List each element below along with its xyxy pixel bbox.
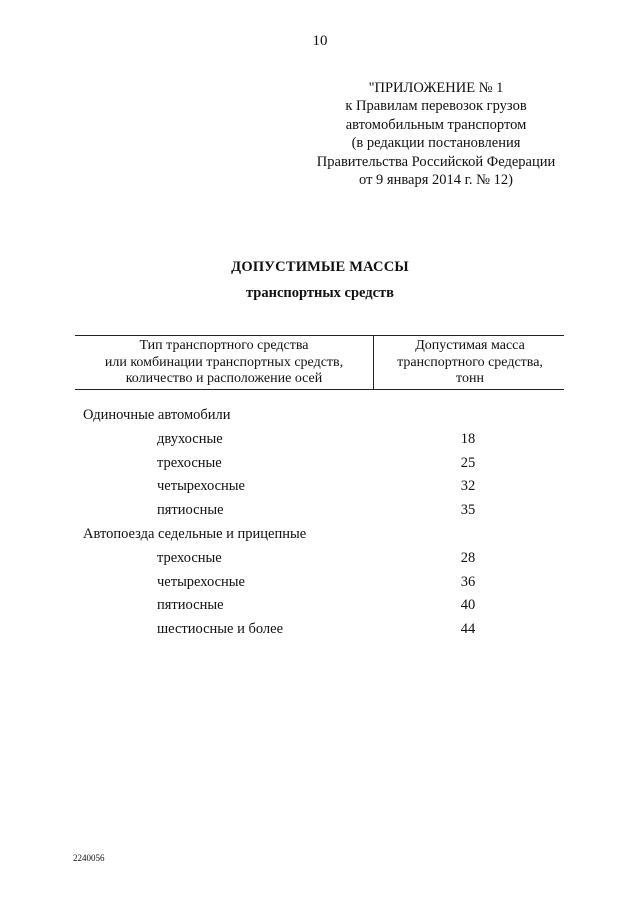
vehicle-axle-config: пятиосные [157, 597, 224, 614]
appendix-line: Правительства Российской Федерации [316, 153, 556, 170]
table-column-divider [373, 335, 374, 389]
table-row [0, 574, 640, 594]
vehicle-axle-config: двухосные [157, 430, 223, 447]
table-group-row [0, 407, 640, 427]
document-code: 2240056 [73, 853, 105, 863]
document-title: ДОПУСТИМЫЕ МАССЫ [231, 259, 409, 275]
header-line: Допустимая масса [415, 338, 525, 353]
mass-value: 35 [460, 502, 476, 519]
appendix-line: автомобильным транспортом [345, 116, 527, 133]
header-line: тонн [456, 371, 484, 386]
vehicle-axle-config: четырехосные [157, 573, 245, 590]
group-label: Автопоезда седельные и прицепные [83, 526, 307, 542]
appendix-line: к Правилам перевозок грузов [345, 98, 527, 115]
mass-value: 18 [460, 430, 476, 447]
group-label: Одиночные автомобили [83, 407, 231, 423]
header-line: Тип транспортного средства [139, 338, 309, 353]
header-line: или комбинации транспортных средств, [104, 354, 344, 370]
mass-value: 44 [460, 621, 476, 638]
vehicle-axle-config: шестиосные и более [157, 621, 284, 638]
table-row [0, 502, 640, 522]
document-subtitle: транспортных средств [245, 285, 395, 301]
mass-value: 32 [460, 478, 476, 495]
table-row [0, 478, 640, 498]
mass-value: 25 [460, 454, 476, 471]
header-line: транспортного средства, [397, 354, 543, 370]
vehicle-axle-config: четырехосные [157, 478, 245, 495]
vehicle-axle-config: трехосные [157, 549, 222, 566]
table-header-type [78, 338, 370, 388]
mass-value: 28 [460, 549, 476, 566]
mass-value: 36 [460, 573, 476, 590]
table-row [0, 621, 640, 641]
table-row [0, 597, 640, 617]
table-header-bottom-rule [75, 389, 564, 390]
appendix-header [300, 79, 572, 189]
mass-value: 40 [460, 597, 476, 614]
table-top-rule [75, 335, 564, 336]
vehicle-axle-config: пятиосные [157, 502, 224, 519]
header-line: количество и расположение осей [125, 371, 323, 386]
table-header-mass [376, 338, 564, 388]
vehicle-axle-config: трехосные [157, 454, 222, 471]
table-group-row [0, 526, 640, 546]
appendix-line: от 9 января 2014 г. № 12) [359, 172, 513, 189]
table-row [0, 550, 640, 570]
page-number: 10 [312, 33, 328, 49]
appendix-line: (в редакции постановления [351, 135, 521, 152]
table-row [0, 431, 640, 451]
appendix-line: "ПРИЛОЖЕНИЕ № 1 [368, 80, 504, 96]
table-row [0, 455, 640, 475]
